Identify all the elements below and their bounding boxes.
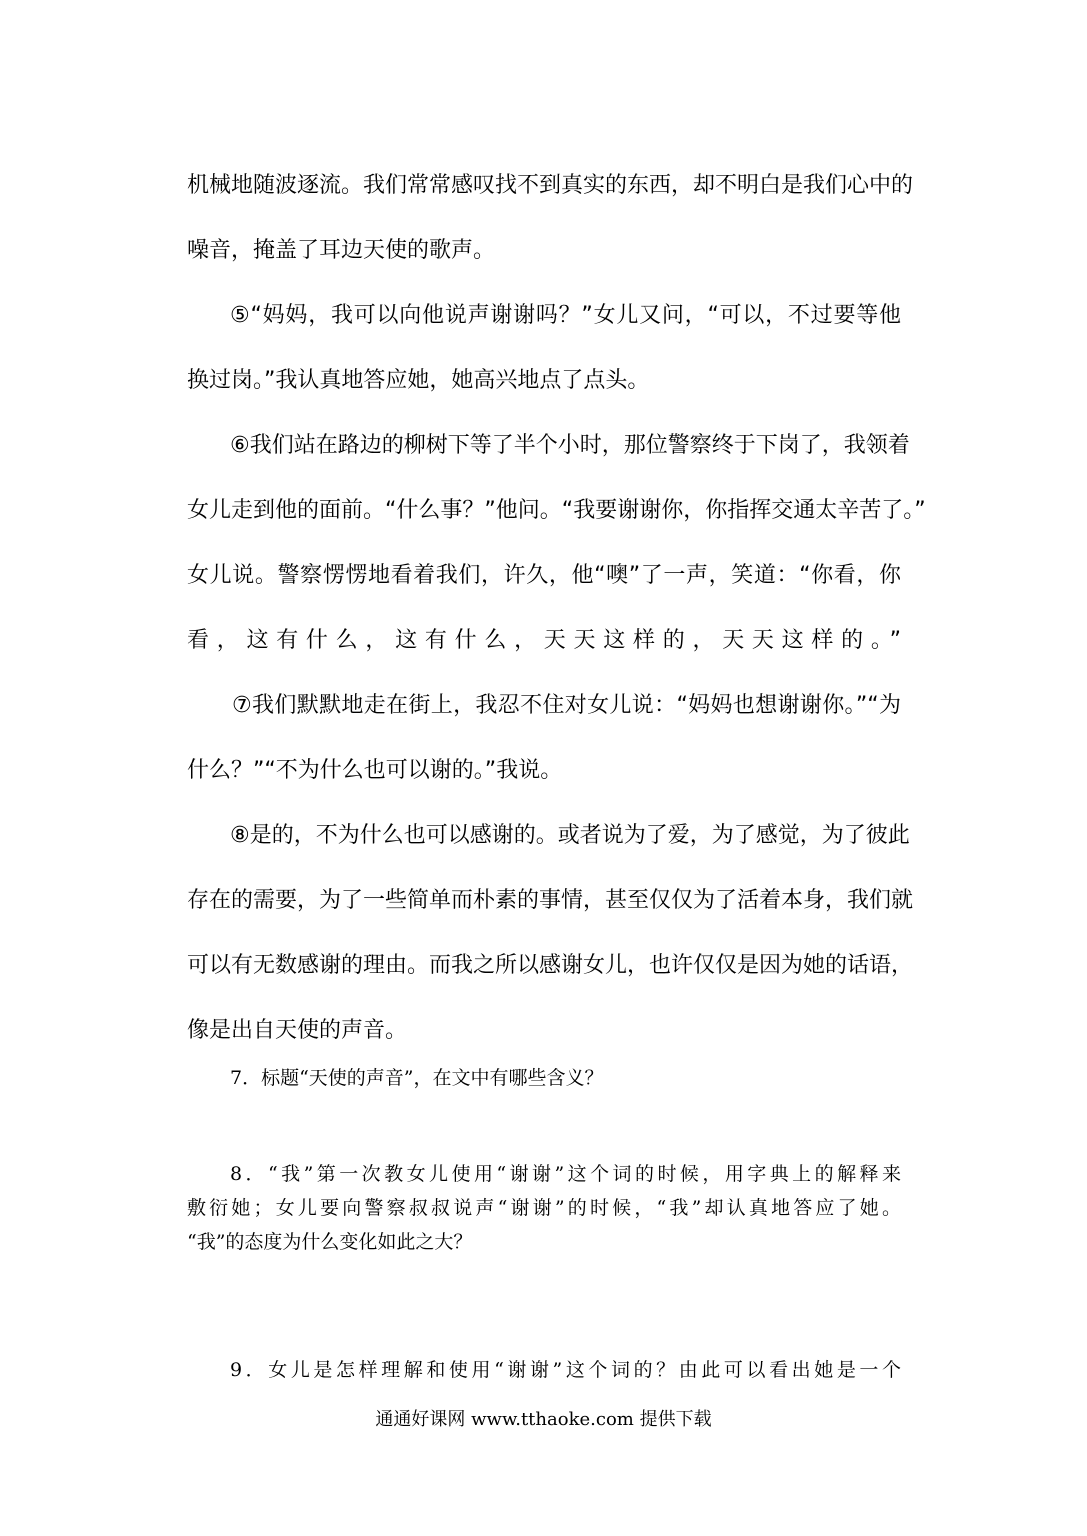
paragraph-6-start: ⑥我们站在路边的柳树下等了半个小时，那位警察终于下岗了，我领着 <box>230 433 910 458</box>
paragraph-5-start: ⑤“妈妈，我可以向他说声谢谢吗？”女儿又问，“可以，不过要等他 <box>230 303 901 328</box>
body-line: 像是出自天使的声音。 <box>187 1018 408 1043</box>
paragraph-8-start: ⑧是的，不为什么也可以感谢的。或者说为了爱，为了感觉，为了彼此 <box>230 823 910 848</box>
question-7: 7．标题“天使的声音”，在文中有哪些含义？ <box>230 1067 604 1089</box>
page-footer: 通通好课网 www.tthaoke.com 提供下载 <box>375 1409 712 1430</box>
body-line: 机械地随波逐流。我们常常感叹找不到真实的东西，却不明白是我们心中的 <box>187 173 914 198</box>
body-line: 换过岗。”我认真地答应她，她高兴地点了点头。 <box>187 368 650 393</box>
body-line: 女儿说。警察愣愣地看着我们，许久，他“噢”了一声，笑道：“你看，你 <box>187 563 901 588</box>
question-9: 9．女儿是怎样理解和使用“谢谢”这个词的？由此可以看出她是一个 <box>230 1359 901 1381</box>
body-line: 噪音，掩盖了耳边天使的歌声。 <box>187 238 496 263</box>
body-line: 什么？”“不为什么也可以谢的。”我说。 <box>187 758 563 783</box>
body-line: 看，这有什么，这有什么，天天这样的，天天这样的。” <box>187 628 901 653</box>
body-line: 存在的需要，为了一些简单而朴素的事情，甚至仅仅为了活着本身，我们就 <box>187 888 914 913</box>
paragraph-7-start: ⑦我们默默地走在街上，我忍不住对女儿说：“妈妈也想谢谢你。”“为 <box>232 693 901 718</box>
body-line: 可以有无数感谢的理由。而我之所以感谢女儿，也许仅仅是因为她的话语， <box>187 953 914 978</box>
question-8: 8．“我”第一次教女儿使用“谢谢”这个词的时候，用字典上的解释来 <box>230 1163 901 1185</box>
question-8-line-2: 敷衍她；女儿要向警察叔叔说声“谢谢”的时候，“我”却认真地答应了她。 <box>187 1197 901 1219</box>
question-8-line-3: “我”的态度为什么变化如此之大？ <box>187 1231 473 1253</box>
body-line: 女儿走到他的面前。“什么事？”他问。“我要谢谢你，你指挥交通太辛苦了。” <box>187 498 926 523</box>
